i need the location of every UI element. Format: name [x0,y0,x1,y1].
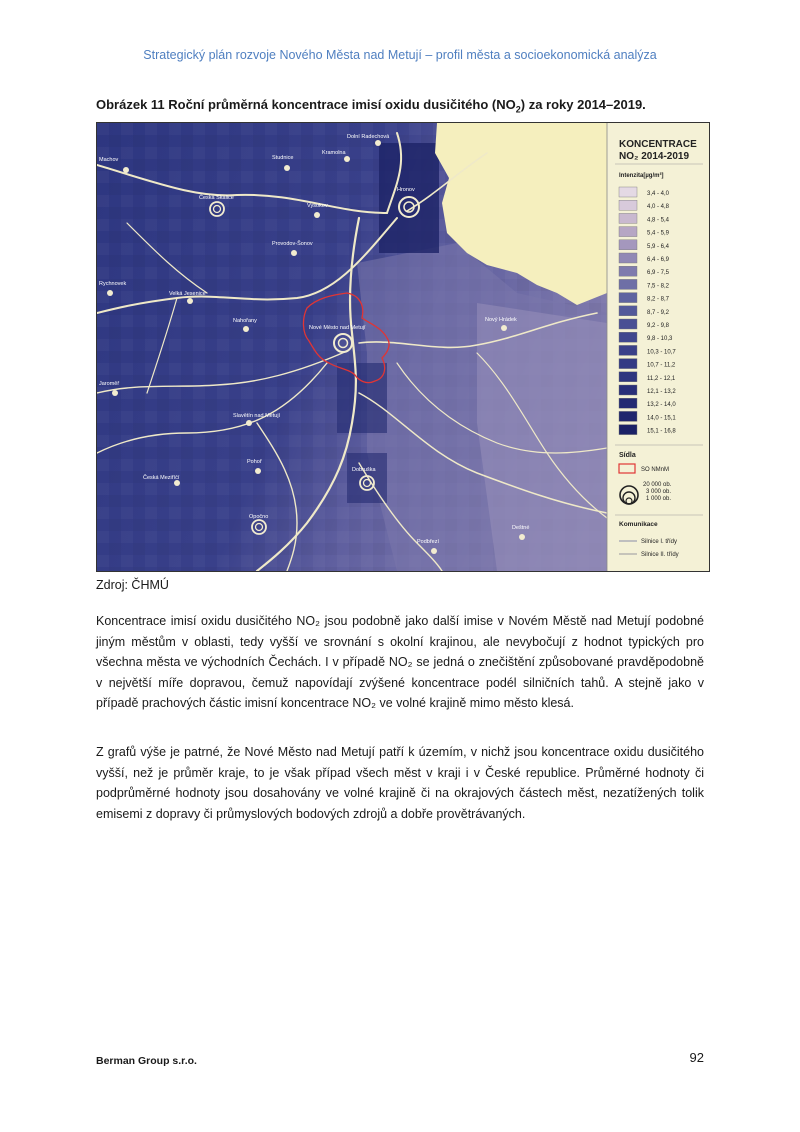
place-label: Kramolna [322,150,346,156]
legend-swatch [619,359,637,369]
body-paragraph-2: Z grafů výše je patrné, že Nové Město nad Metují patří k územím, v nichž jsou koncentrace oxidu dusičitého vyšší, než je průměr kraje, to je však případ všech měst v kraji i v České republice. Průměrné hodnoty či podprůměrné hodnoty jsou dosahovány ve volné krajině či na okrajových částech měst, nezatížených tolik emisemi z dopravy či průmyslových bodových zdrojů a dobře provětrávaných. [96,745,704,821]
legend-swatch [619,240,637,250]
body-paragraph-1: Koncentrace imisí oxidu dusičitého NO₂ jsou podobně jako další imise v Novém Městě nad Metují podobné jiným městům v oblasti, tedy vyšší ve srovnání s okolní krajinou, ale nevybočují z hodnot typických pro všechna města ve východních Čechách. I v případě NO₂ se jedná o znečištění způsobované pravděpodobně v největší míře dopravou, čemuž napovídají zvýšené koncentrace podél silničních tahů. A stejně jako v případě prachových částic imisní koncentrace NO₂ ve volné krajině mimo město klesá. [96,614,704,710]
legend-settlements-title: Sídla [619,452,636,459]
legend-range-label: 9,2 - 9,8 [647,323,670,329]
legend-swatch [619,200,637,210]
legend-swatch [619,213,637,223]
legend-range-label: 4,0 - 4,8 [647,204,670,211]
legend-range-label: 12,1 - 13,2 [647,389,676,395]
legend-swatch [619,293,637,303]
legend-roads-title: Komunikace [619,521,658,528]
legend-swatch [619,398,637,408]
place-label: Studnice [272,155,294,161]
legend-swatch [619,306,637,316]
place-label: Machov [99,157,119,163]
legend-range-label: 9,8 - 10,3 [647,336,673,343]
place-label: Nové Město nad Metují [309,325,366,331]
figure-source: Zdroj: ČHMÚ [96,578,169,592]
legend-swatch [619,411,637,421]
legend-swatch [619,345,637,355]
circle-size-label: 3 000 ob. [646,489,672,495]
circle-size-label: 1 000 ob. [646,496,672,502]
legend-swatch [619,227,637,237]
legend-range-label: 5,9 - 6,4 [647,243,670,250]
legend-range-label: 10,7 - 11,2 [647,362,676,369]
place-label: Provodov-Šonov [272,241,313,247]
legend-title: KONCENTRACE [619,139,697,150]
legend-swatch [619,425,637,435]
legend-range-label: 8,2 - 8,7 [647,296,670,303]
road-2-label: Silnice II. třídy [641,552,679,558]
legend-range-label: 7,5 - 8,2 [647,283,670,290]
legend-range-label: 3,4 - 4,0 [647,191,670,197]
legend-swatch [619,266,637,276]
page-number: 92 [689,1050,704,1065]
legend-range-label: 11,2 - 12,1 [647,375,676,382]
map-legend [607,123,709,571]
place-label: Dobruška [352,467,376,473]
place-label: Česká Meziříčí [143,475,180,481]
legend-range-label: 15,1 - 16,8 [647,428,676,435]
place-label: Slavětín nad Metují [233,413,281,419]
legend-range-label: 14,0 - 15,1 [647,415,676,422]
place-label: Nahořany [233,318,257,324]
legend-intensity-label: Intenzita[µg/m³] [619,173,664,179]
place-label: Podbřezí [417,539,440,545]
running-header: Strategický plán rozvoje Nového Města nad Metují – profil města a socioekonomická analýza [143,48,657,62]
place-label: Deštné [512,525,530,531]
legend-range-label: 4,8 - 5,4 [647,217,670,224]
legend-range-label: 6,4 - 6,9 [647,257,670,263]
circle-size-label: 20 000 ob. [643,482,672,488]
place-label: Velká Jesenice [169,291,206,297]
place-label: Vysokov [307,203,328,209]
legend-subtitle: NO₂ 2014-2019 [619,151,690,162]
place-label: Jaroměř [99,381,120,387]
place-label: Pohoř [247,459,262,465]
no2-concentration-map [96,122,710,572]
legend-swatch [619,253,637,263]
legend-range-label: 10,3 - 10,7 [647,349,676,356]
figure-caption: Obrázek 11 Roční průměrná koncentrace imisí oxidu dusičitého $(NO_2)$ za roky 2014–2019. [96,97,646,115]
legend-swatch [619,372,637,382]
place-label: Nový Hrádek [485,317,517,323]
so-label: SO NMnM [641,467,670,473]
legend-range-label: 5,4 - 5,9 [647,230,670,237]
legend-swatch [619,332,637,342]
footer-company: Berman Group s.r.o. [96,1055,197,1067]
legend-swatch [619,187,637,197]
place-label: Hronov [397,187,415,193]
legend-range-label: 8,7 - 9,2 [647,309,670,316]
place-label: Dolní Radechová [347,134,390,140]
road-1-label: Silnice I. třídy [641,539,678,545]
legend-range-label: 13,2 - 14,0 [647,402,676,409]
legend-swatch [619,319,637,329]
legend-range-label: 6,9 - 7,5 [647,270,670,277]
legend-swatch [619,279,637,289]
place-label: Česká Skalice [199,195,234,201]
legend-swatch [619,385,637,395]
place-label: Opočno [249,514,269,520]
place-label: Rychnovek [99,281,127,287]
